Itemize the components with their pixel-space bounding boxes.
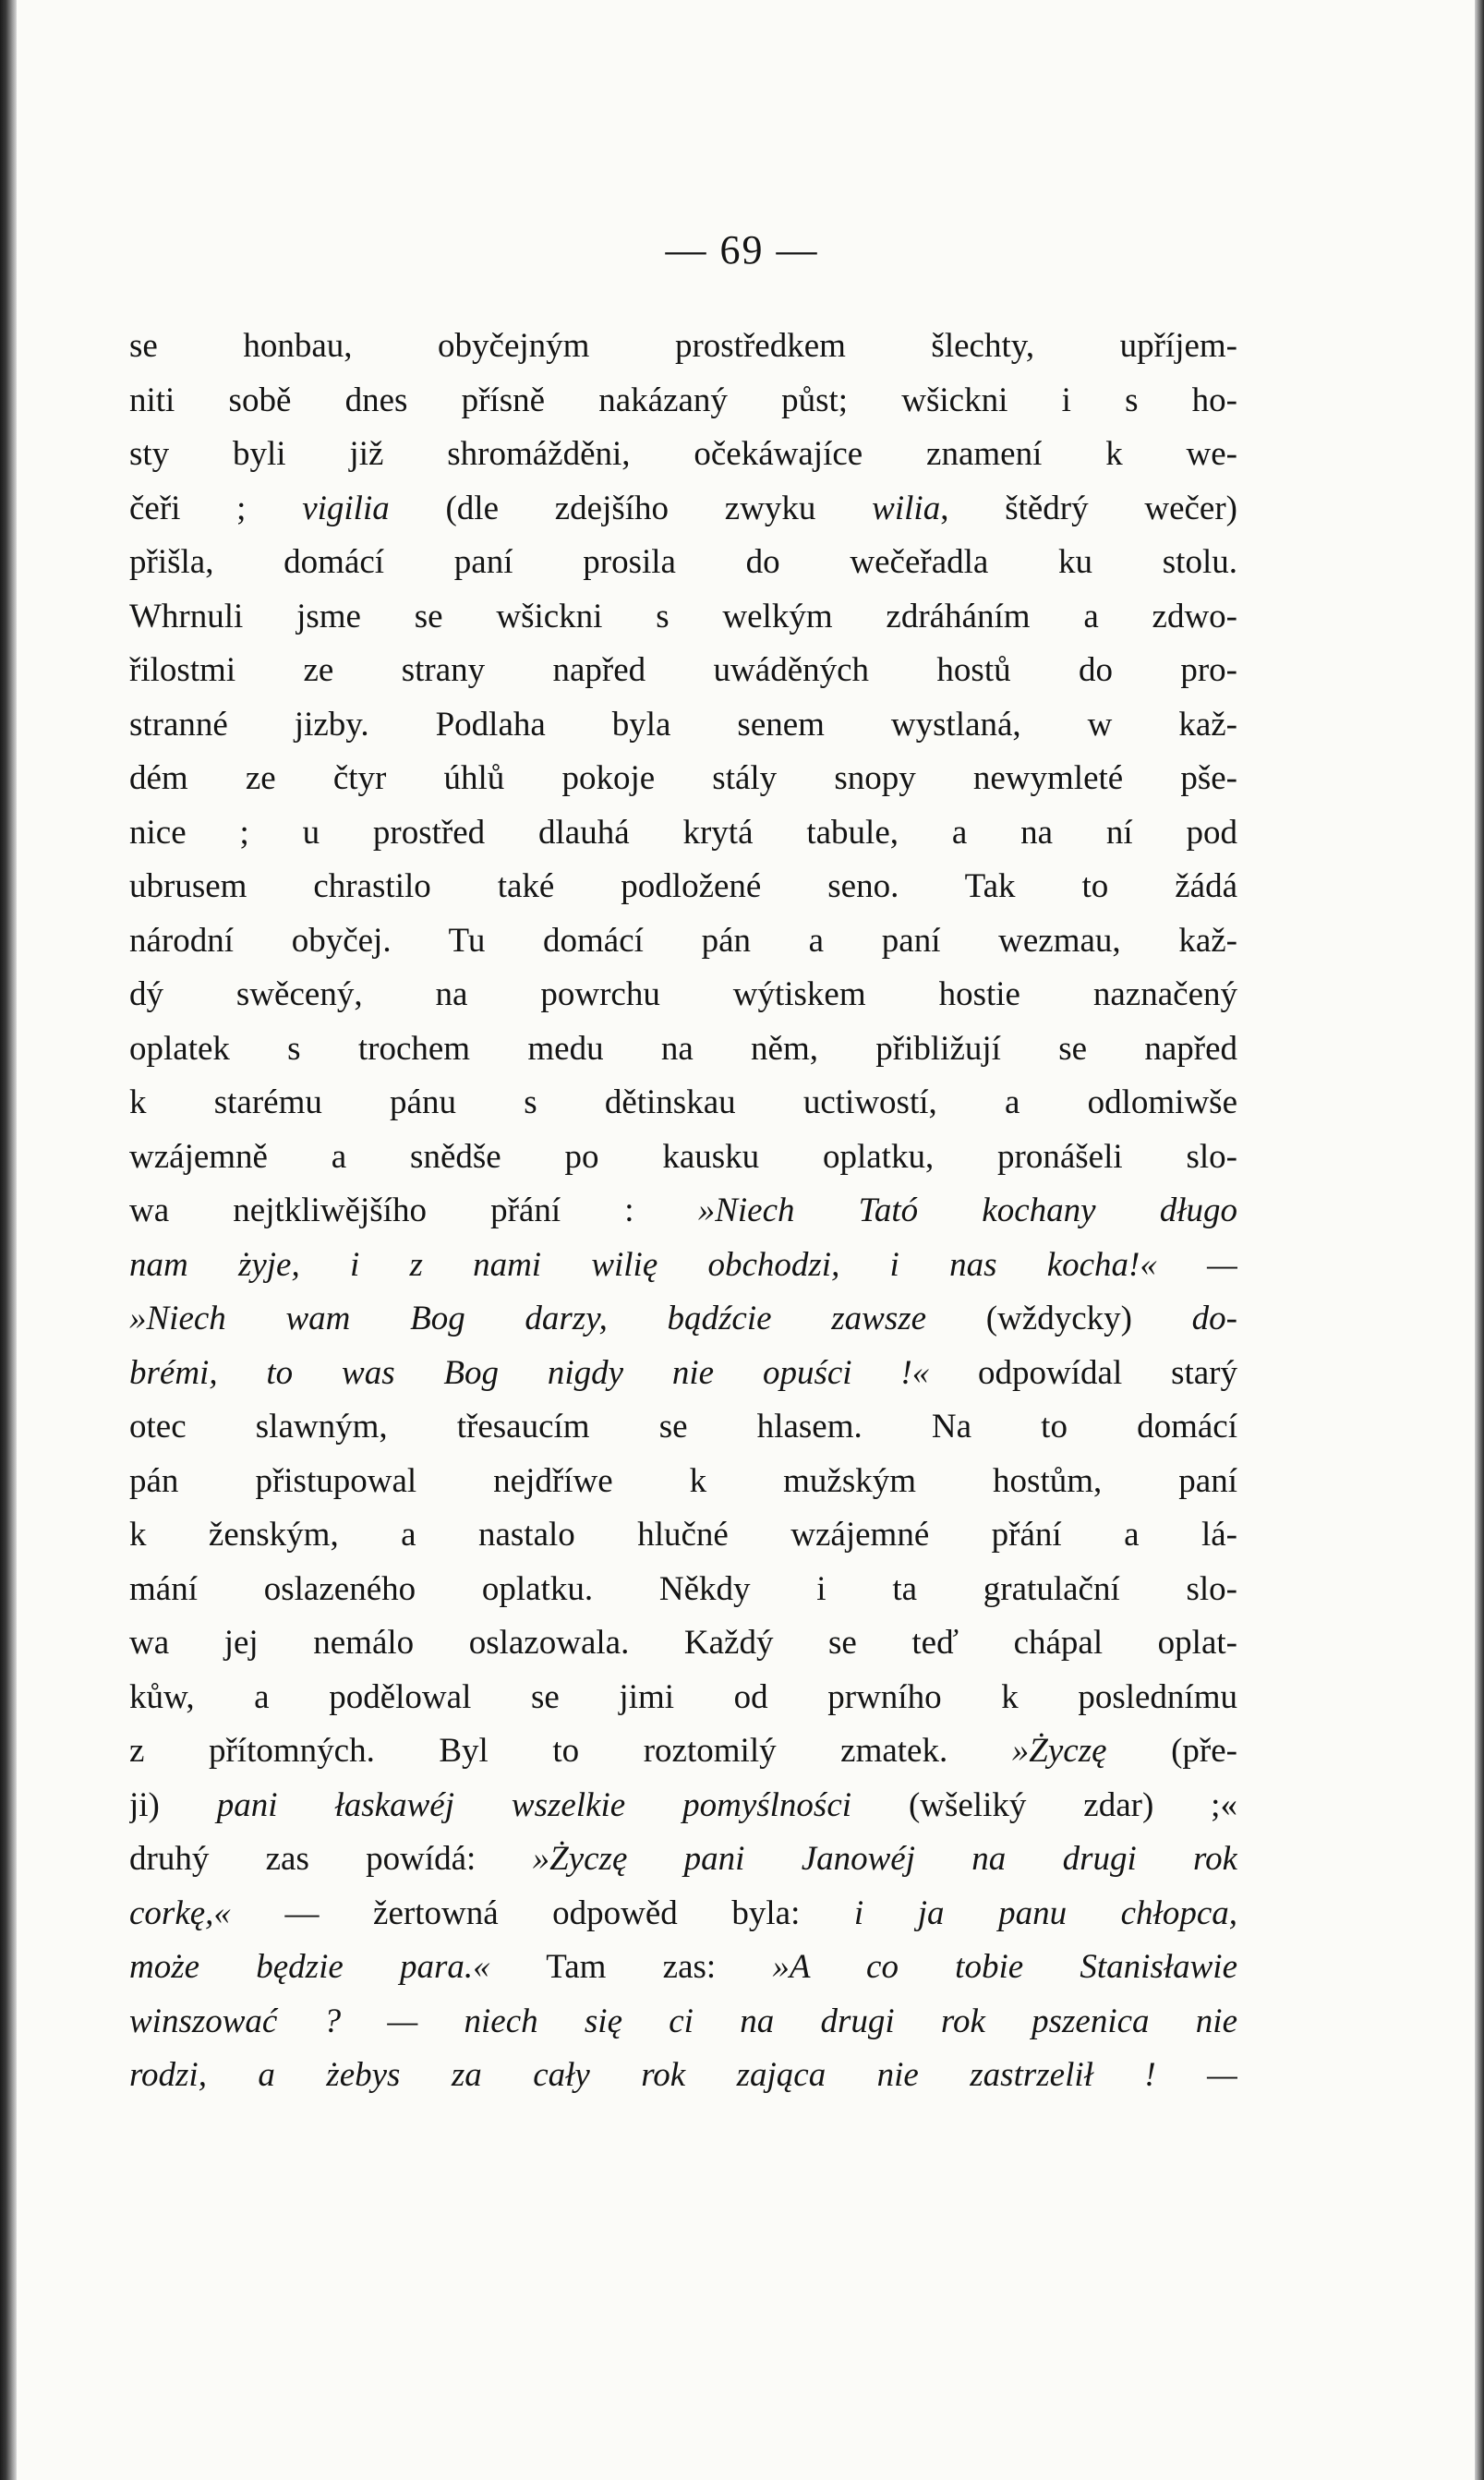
text-line: [129, 644, 1237, 698]
text-segment: , štědrý wečer): [940, 489, 1237, 527]
text-segment: (wšeliký zdar) ;«: [851, 1785, 1237, 1824]
italic-text-segment: winszować ? — niech się ci na drugi rok pszenica nie: [129, 2002, 1237, 2040]
text-segment: Whrnuli jsme se wšickni s welkým zdráháním a zdwo-: [129, 597, 1237, 635]
text-segment: přišla, domácí paní prosila do wečeřadla ku stolu.: [129, 543, 1237, 581]
text-line: [129, 1076, 1237, 1131]
italic-text-segment: »Niech wam Bog darzy, bądźcie zawsze: [129, 1300, 927, 1337]
text-segment: niti sobě dnes přísně nakázaný půst; wšickni i s ho-: [129, 381, 1237, 419]
text-line: [129, 1724, 1237, 1779]
italic-text-segment: i ja panu chłopca,: [853, 1893, 1237, 1932]
text-line: [129, 1779, 1237, 1833]
text-line: [129, 1400, 1237, 1455]
text-segment: — žertowná odpowěd byla:: [230, 1893, 854, 1932]
text-line: [129, 536, 1237, 590]
text-segment: (dle zdejšího zwyku: [389, 489, 873, 527]
text-line: [129, 1671, 1237, 1725]
page-edge-shadow: [1475, 0, 1484, 2480]
text-line: [129, 1833, 1237, 1887]
text-segment: ji): [129, 1785, 217, 1824]
italic-text-segment: »Niech Tató kochany długo: [697, 1192, 1237, 1229]
text-segment: wa nejtkliwějšího přání :: [129, 1192, 698, 1229]
text-segment: pán přistupowal nejdříwe k mužským hostům, paní: [129, 1461, 1237, 1500]
text-segment: druhý zas powídá:: [129, 1840, 533, 1878]
text-line: [129, 1292, 1237, 1347]
italic-text-segment: brémi, to was Bog nigdy nie opuści !«: [129, 1353, 930, 1392]
text-segment: národní obyčej. Tu domácí pán a paní wezmau, kaž-: [129, 921, 1237, 960]
text-segment: čeři ;: [129, 489, 303, 527]
text-line: [129, 914, 1237, 969]
italic-text-segment: corkę,«: [129, 1893, 231, 1932]
text-segment: se honbau, obyčejným prostředkem šlechty, upříjem-: [129, 327, 1237, 365]
page-number: — 69 —: [665, 227, 819, 272]
text-line: [129, 806, 1237, 861]
text-segment: sty byli již shromážděni, očekáwajíce znamení k we-: [129, 435, 1237, 473]
text-segment: stranné jizby. Podlaha byla senem wystlaná, w kaž-: [129, 705, 1237, 744]
italic-text-segment: może będzie para.«: [129, 1948, 490, 1986]
text-segment: dém ze čtyr úhlů pokoje stály snopy newymleté pše-: [129, 759, 1237, 797]
page-binding-shadow: [0, 0, 17, 2480]
italic-text-segment: rodzi, a żebys za cały rok zająca nie zastrzelił ! —: [129, 2056, 1237, 2094]
italic-text-segment: nam żyje, i z nami wilię obchodzi, i nas kocha!« —: [129, 1245, 1237, 1284]
text-line: [129, 1508, 1237, 1563]
text-segment: kůw, a podělowal se jimi od prwního k poslednímu: [129, 1677, 1237, 1716]
text-line: [129, 482, 1237, 537]
text-line: [129, 1239, 1237, 1293]
text-segment: ubrusem chrastilo také podložené seno. Tak to žádá: [129, 867, 1237, 905]
text-line: [129, 752, 1237, 806]
text-segment: z přítomných. Byl to roztomilý zmatek.: [129, 1732, 1012, 1770]
text-line: [129, 1131, 1237, 1185]
text-segment: řilostmi ze strany napřed uwáděných hostů do pro-: [129, 651, 1237, 689]
text-line: [129, 1455, 1237, 1509]
text-line: [129, 1184, 1237, 1239]
text-line: [129, 428, 1237, 482]
italic-text-segment: do-: [1191, 1300, 1237, 1337]
text-segment: wzájemně a snědše po kausku oplatku, pronášeli slo-: [129, 1137, 1237, 1176]
text-line: [129, 1887, 1237, 1942]
text-line: [129, 1563, 1237, 1617]
text-line: [129, 374, 1237, 429]
text-segment: oplatek s trochem medu na něm, přibližují se napřed: [129, 1029, 1237, 1068]
italic-text-segment: »Życzę pani Janowéj na drugi rok: [532, 1840, 1237, 1878]
text-segment: (pře-: [1106, 1732, 1237, 1770]
body-text: [129, 320, 1237, 2103]
text-segment: Tam zas:: [489, 1948, 773, 1986]
text-segment: k ženským, a nastalo hlučné wzájemné přání a lá-: [129, 1516, 1237, 1554]
text-segment: mání oslazeného oplatku. Někdy i ta gratulační slo-: [129, 1569, 1237, 1608]
italic-text-segment: wilia: [872, 489, 941, 527]
text-line: [129, 1995, 1237, 2050]
italic-text-segment: »Życzę: [1011, 1732, 1107, 1770]
text-line: [129, 860, 1237, 914]
text-line: [129, 2049, 1237, 2103]
italic-text-segment: pani łaskawéj wszelkie pomyślności: [216, 1785, 852, 1824]
text-line: [129, 1941, 1237, 1995]
text-segment: nice ; u prostřed dlauhá krytá tabule, a na ní pod: [129, 813, 1237, 852]
italic-text-segment: vigilia: [302, 489, 390, 527]
text-segment: k starému pánu s dětinskau uctiwostí, a odlomiwše: [129, 1083, 1237, 1121]
italic-text-segment: »A co tobie Stanisławie: [772, 1948, 1237, 1986]
text-line: [129, 698, 1237, 753]
text-line: [129, 1347, 1237, 1401]
text-line: [129, 968, 1237, 1022]
text-segment: otec slawným, třesaucím se hlasem. Na to domácí: [129, 1408, 1237, 1446]
text-segment: (wždycky): [926, 1300, 1192, 1337]
text-line: [129, 1616, 1237, 1671]
text-line: [129, 590, 1237, 645]
text-line: [129, 320, 1237, 374]
text-segment: dý swěcený, na powrchu wýtiskem hostie naznačený: [129, 975, 1237, 1013]
text-segment: wa jej nemálo oslazowala. Každý se teď chápal oplat-: [129, 1624, 1237, 1662]
text-line: [129, 1022, 1237, 1077]
text-segment: odpowídal starý: [929, 1353, 1237, 1392]
